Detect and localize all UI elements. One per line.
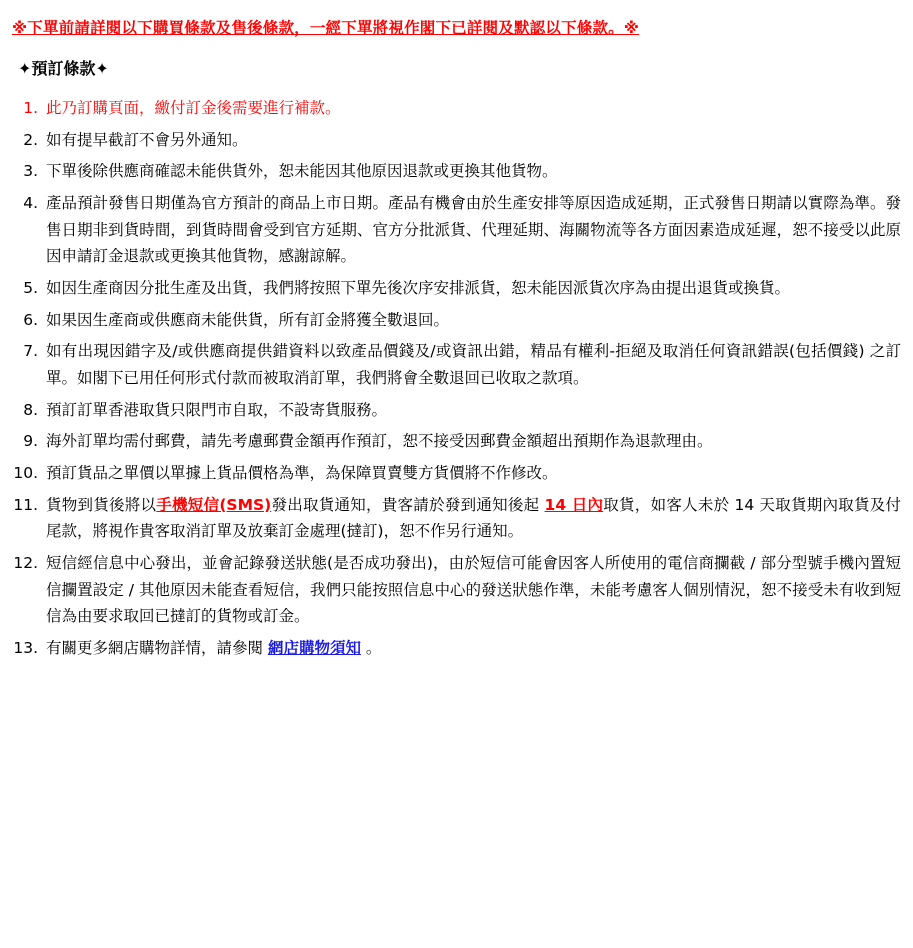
term-text: 短信經信息中心發出，並會記錄發送狀態(是否成功發出)，由於短信可能會因客人所使用的電信商攔截 / 部分型號手機內置短信攔置設定 / 其他原因未能查看短信，我們只能按照信息中心的發送狀態作準，未能考慮客人個別情況，恕不接受未有收到短信為由要求取回已撻訂的貨物或訂金。 — [46, 553, 901, 626]
term-item — [12, 127, 901, 154]
term-item — [12, 635, 901, 662]
emphasis-text: 14 日內 — [544, 495, 604, 514]
term-text: 如有出現因錯字及/或供應商提供錯資料以致產品價錢及/或資訊出錯，精品有權利-拒絕及取消任何資訊錯誤(包括價錢) 之訂單。如閣下已用任何形式付款而被取消訂單，我們將會全數退回已收取之款項。 — [46, 342, 901, 387]
term-item — [12, 428, 901, 455]
term-text-run: 貨物到貨後將以 — [46, 495, 157, 514]
term-number: 13. — [13, 638, 38, 657]
term-text: 預訂貨品之單價以單據上貨品價格為準，為保障買賣雙方貨價將不作修改。 — [46, 463, 558, 482]
term-text-run: 取貨，如客人未於 14 天取貨期內取貨及付尾款，將視作貴客取消訂單及放棄訂金處理(撻訂)，恕不作另行通知。 — [46, 495, 901, 541]
term-item — [12, 460, 901, 487]
term-text: 如因生產商因分批生產及出貨，我們將按照下單先後次序安排派貨，恕未能因派貨次序為由提出退貨或換貨。 — [46, 278, 791, 297]
term-item — [12, 307, 901, 334]
term-text: 如果因生產商或供應商未能供貨，所有訂金將獲全數退回。 — [46, 310, 450, 329]
term-text — [46, 639, 381, 657]
term-item — [12, 550, 901, 630]
term-item — [12, 190, 901, 270]
term-number: 4. — [23, 193, 38, 212]
term-item — [12, 397, 901, 424]
emphasis-text: 手機短信(SMS) — [156, 495, 272, 514]
shop-guide-link[interactable]: 網店購物須知 — [267, 638, 361, 657]
term-number: 3. — [23, 162, 38, 181]
terms-list — [12, 95, 901, 661]
term-number: 11. — [13, 495, 38, 514]
term-number: 10. — [13, 463, 38, 482]
term-text-run: 。 — [360, 638, 382, 657]
term-number: 9. — [23, 432, 38, 451]
term-text-run: 有關更多網店購物詳情，請參閱 — [46, 638, 268, 657]
term-text-run: 發出取貨通知，貴客請於發到通知後起 — [271, 495, 545, 514]
term-number: 8. — [23, 400, 38, 419]
term-item — [12, 95, 901, 122]
term-number: 12. — [13, 553, 38, 572]
section-title-preorder-terms: ✦預訂條款✦ — [18, 59, 109, 78]
term-text: 海外訂單均需付郵費，請先考慮郵費金額再作預訂，恕不接受因郵費金額超出預期作為退款理由。 — [46, 432, 713, 451]
term-text: 下單後除供應商確認未能供貨外，恕未能因其他原因退款或更換其他貨物。 — [46, 162, 558, 181]
term-text: 產品預計發售日期僅為官方預計的商品上市日期。產品有機會由於生產安排等原因造成延期，正式發售日期請以實際為準。發售日期非到貨時間，到貨時間會受到官方延期、官方分批派貨、代理延期、海關物流等各方面因素造成延遲，恕不接受以此原因申請訂金退款或更換其他貨物，感謝諒解。 — [46, 193, 901, 266]
top-notice-banner: ※下單前請詳閱以下購買條款及售後條款，一經下單將視作閣下已詳閱及默認以下條款。※ — [12, 19, 640, 37]
term-text: 預訂訂單香港取貨只限門市自取，不設寄貨服務。 — [46, 400, 388, 419]
term-number: 7. — [23, 342, 38, 361]
term-number: 5. — [23, 278, 38, 297]
term-text: 此乃訂購頁面，繳付訂金後需要進行補款。 — [46, 99, 341, 117]
term-number: 2. — [23, 130, 38, 149]
term-text: 如有提早截訂不會另外通知。 — [46, 130, 248, 149]
term-number: 6. — [23, 310, 38, 329]
term-item — [12, 158, 901, 185]
term-text — [46, 496, 901, 541]
term-item — [12, 338, 901, 391]
term-item — [12, 492, 901, 545]
term-item — [12, 275, 901, 302]
term-number: 1. — [23, 99, 38, 117]
